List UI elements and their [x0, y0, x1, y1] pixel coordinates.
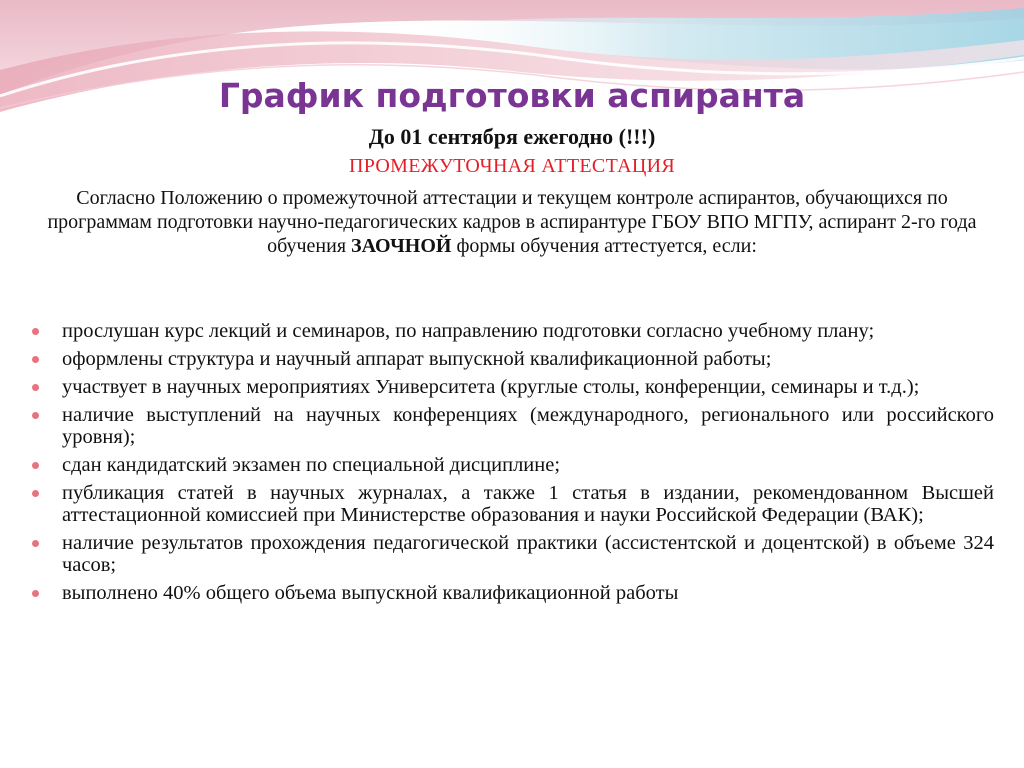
- bullet-dot-icon: [32, 490, 39, 497]
- intro-text-part1: Согласно Положению о промежуточной аттестации и текущем контроле аспирантов, обучающихся по программам подготовки научно-педагогических кадров в аспирантуре ГБОУ ВПО МГПУ, аспирант 2-го года обучения: [47, 187, 977, 257]
- page-title: График подготовки аспиранта: [218, 76, 806, 115]
- list-item: [30, 376, 994, 398]
- bullet-dot-icon: [32, 356, 39, 363]
- intro-paragraph: [30, 186, 994, 258]
- list-item-text: прослушан курс лекций и семинаров, по направлению подготовки согласно учебному плану;: [62, 320, 875, 342]
- list-item: [30, 482, 994, 526]
- intro-emphasis: ЗАОЧНОЙ: [351, 235, 452, 257]
- list-item: [30, 582, 994, 604]
- list-item-text: выполнено 40% общего объема выпускной квалификационной работы: [62, 582, 679, 604]
- list-item-text: оформлены структура и научный аппарат выпускной квалификационной работы;: [62, 348, 772, 370]
- bullet-dot-icon: [32, 328, 39, 335]
- list-item-text: наличие выступлений на научных конференциях (международного, регионального или российского уровня);: [62, 404, 994, 448]
- deadline-subtitle: До 01 сентября ежегодно (!!!): [368, 124, 656, 149]
- bullet-dot-icon: [32, 462, 39, 469]
- list-item: [30, 320, 994, 342]
- section-heading: ПРОМЕЖУТОЧНАЯ АТТЕСТАЦИЯ: [349, 155, 675, 177]
- list-item-text: участвует в научных мероприятиях Университета (круглые столы, конференции, семинары и т.д.);: [62, 376, 920, 398]
- bullet-dot-icon: [32, 540, 39, 547]
- intro-text-part2: формы обучения аттестуется, если:: [451, 235, 757, 257]
- list-item: [30, 348, 994, 370]
- list-item: [30, 532, 994, 576]
- list-item: [30, 404, 994, 448]
- bullet-dot-icon: [32, 384, 39, 391]
- bullet-dot-icon: [32, 412, 39, 419]
- list-item-text: наличие результатов прохождения педагогической практики (ассистентской и доцентской) в объеме 324 часов;: [62, 532, 994, 576]
- list-item-text: сдан кандидатский экзамен по специальной дисциплине;: [62, 454, 561, 476]
- criteria-list: [30, 320, 994, 610]
- list-item: [30, 454, 994, 476]
- bullet-dot-icon: [32, 590, 39, 597]
- list-item-text: публикация статей в научных журналах, а также 1 статья в издании, рекомендованном Высшей аттестационной комиссией при Министерстве образования и науки Российской Федерации (ВАК);: [62, 482, 994, 526]
